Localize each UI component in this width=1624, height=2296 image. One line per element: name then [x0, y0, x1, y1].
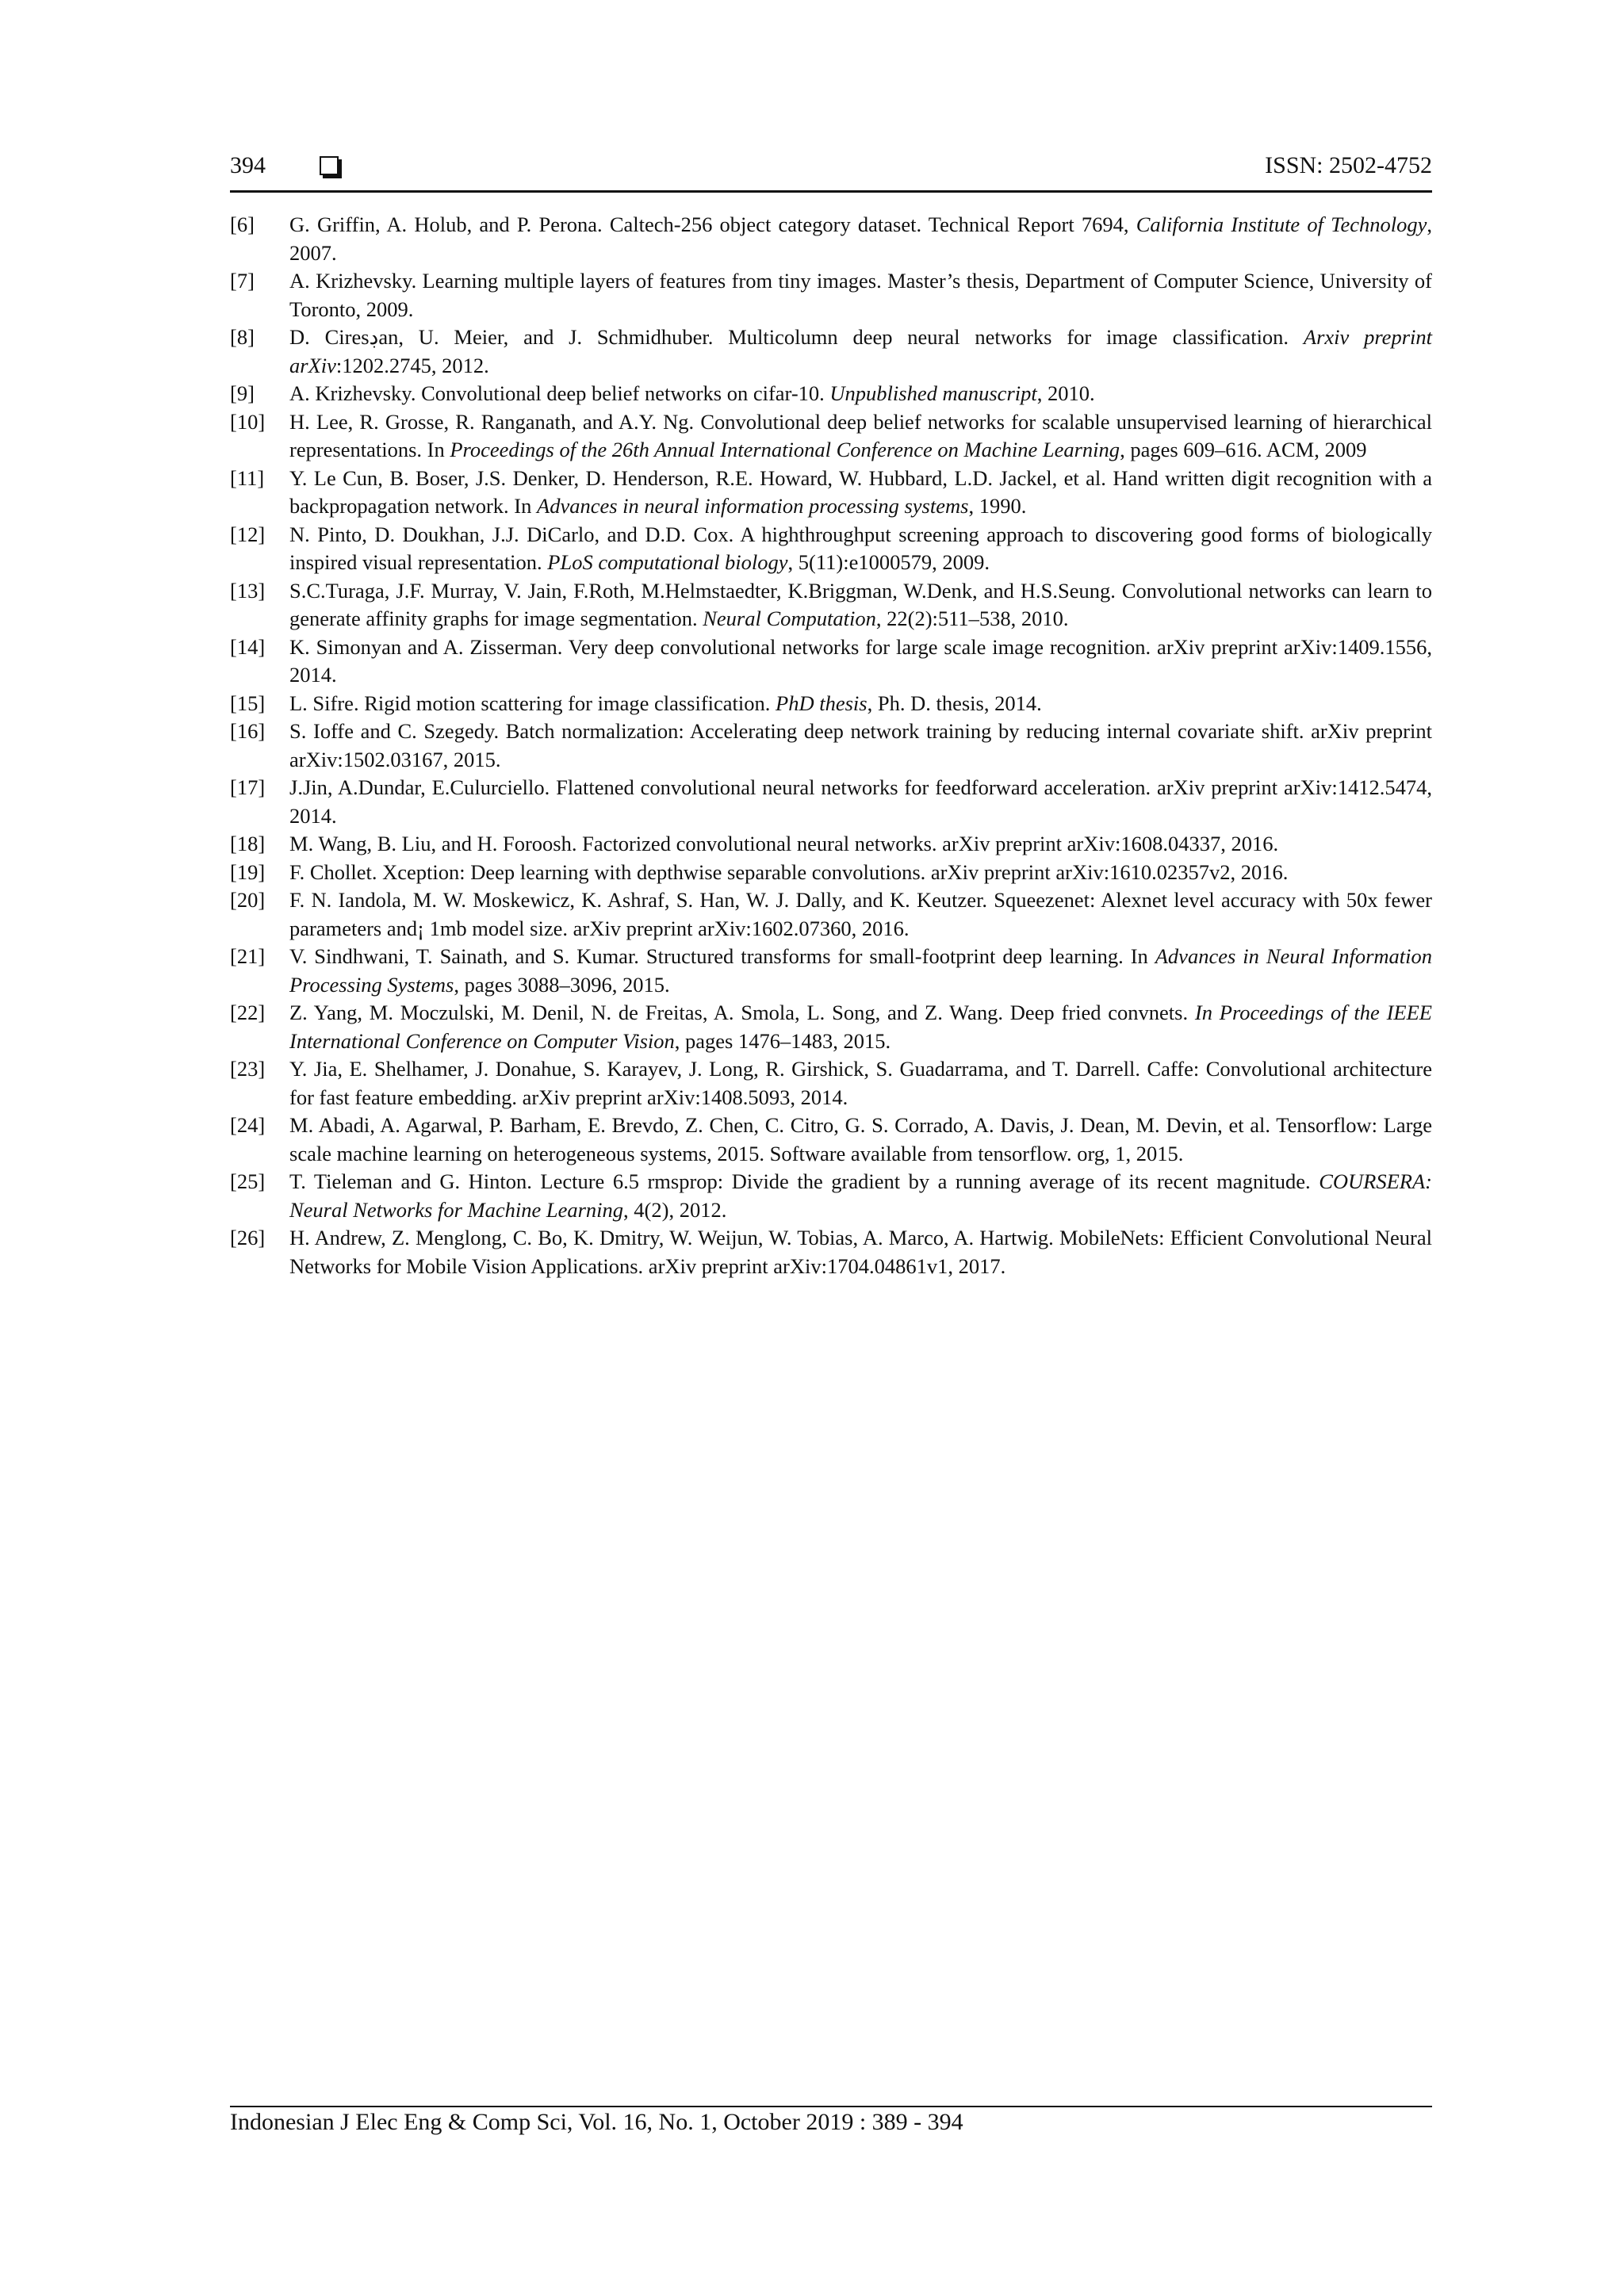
reference-number: [23] [230, 1057, 266, 1081]
reference-text [289, 944, 1432, 997]
reference-item [230, 718, 1432, 774]
reference-segment: V. Sindhwani, T. Sainath, and S. Kumar. Structured transforms for small-footprint deep learning. In [289, 944, 1155, 968]
reference-item [230, 323, 1432, 380]
reference-text [289, 1169, 1432, 1222]
reference-segment: , 2010. [1036, 381, 1095, 405]
reference-number: [15] [230, 691, 266, 715]
reference-venue: California Institute of Technology [1136, 212, 1427, 236]
reference-segment: Z. Yang, M. Moczulski, M. Denil, N. de Freitas, A. Smola, L. Song, and Z. Wang. Deep fried convnets. [289, 1001, 1195, 1024]
reference-text [289, 635, 1432, 687]
reference-text [289, 1113, 1432, 1165]
reference-number: [9] [230, 381, 255, 405]
reference-text [289, 410, 1432, 462]
reference-item [230, 267, 1432, 323]
reference-number: [7] [230, 269, 255, 293]
reference-venue: Neural Computation [703, 607, 876, 630]
reference-text [289, 1226, 1432, 1278]
reference-text [289, 832, 1278, 855]
reference-number: [17] [230, 775, 266, 799]
header-divider [230, 190, 1432, 193]
footer-divider [230, 2106, 1432, 2107]
reference-number: [11] [230, 465, 265, 490]
reference-item [230, 633, 1432, 690]
reference-number: [12] [230, 522, 266, 546]
reference-segment: A. Krizhevsky. Convolutional deep belief networks on cifar-10. [289, 381, 830, 405]
reference-item [230, 211, 1432, 267]
page-header [230, 152, 1432, 192]
reference-text [289, 212, 1432, 265]
reference-venue: PLoS computational biology [547, 550, 788, 574]
reference-text [289, 1001, 1432, 1053]
reference-text [289, 860, 1288, 884]
reference-segment: , 2007. [289, 212, 1432, 265]
reference-segment: , 1990. [968, 494, 1027, 518]
reference-segment: M. Wang, B. Liu, and H. Foroosh. Factorized convolutional neural networks. arXiv preprint arXiv:1608.04337, 2016. [289, 832, 1279, 855]
reference-item [230, 830, 1432, 859]
reference-segment: D. Ciresڊan, U. Meier, and J. Schmidhuber. Multicolumn deep neural networks for image classification. [289, 325, 1304, 349]
reference-segment: G. Griffin, A. Holub, and P. Perona. Caltech-256 object category dataset. Technical Report 7694, [289, 212, 1136, 236]
reference-number: [18] [230, 832, 266, 855]
reference-number: [16] [230, 719, 266, 743]
reference-venue: Advances in neural information processing systems [537, 494, 969, 518]
reference-venue: Advances in Neural Information Processing Systems [289, 944, 1432, 997]
reference-item [230, 774, 1432, 830]
reference-item [230, 465, 1432, 521]
reference-text [289, 466, 1432, 519]
reference-text [289, 775, 1432, 828]
reference-item [230, 999, 1432, 1055]
reference-number: [14] [230, 634, 266, 659]
reference-segment: A. Krizhevsky. Learning multiple layers of features from tiny images. Master’s thesis, Department of Computer Science, University of Toronto, 2009. [289, 269, 1432, 321]
reference-venue: Proceedings of the 26th Annual International Conference on Machine Learning [450, 438, 1120, 461]
reference-item [230, 577, 1432, 633]
reference-number: [26] [230, 1226, 266, 1249]
reference-segment: Y. Le Cun, B. Boser, J.S. Denker, D. Henderson, R.E. Howard, W. Hubbard, L.D. Jackel, et al. Hand written digit recognition with a backpropagation network. In [289, 465, 1432, 518]
reference-segment: L. Sifre. Rigid motion scattering for image classification. [289, 691, 776, 715]
reference-item [230, 521, 1432, 577]
reference-number: [25] [230, 1169, 266, 1193]
reference-item [230, 1112, 1432, 1168]
reference-list [230, 211, 1432, 1280]
journal-footer: Indonesian J Elec Eng & Comp Sci, Vol. 16, No. 1, October 2019 : 389 - 394 [230, 2109, 963, 2135]
reference-item [230, 1224, 1432, 1280]
reference-segment: F. N. Iandola, M. W. Moskewicz, K. Ashraf, S. Han, W. J. Dally, and K. Keutzer. Squeezenet: Alexnet level accuracy with 50x fewer parameters and¡ 1mb model size. arXiv preprint arXiv:1602.07360, 2016. [289, 888, 1432, 940]
reference-item [230, 943, 1432, 999]
checkbox-square-icon [320, 156, 339, 175]
reference-segment: H. Lee, R. Grosse, R. Ranganath, and A.Y. Ng. Convolutional deep belief networks for scalable unsupervised learning of hierarchical representations. In [289, 409, 1432, 461]
reference-number: [24] [230, 1113, 266, 1137]
reference-segment: , 4(2), 2012. [623, 1197, 727, 1222]
reference-item [230, 1055, 1432, 1112]
reference-item [230, 1168, 1432, 1224]
reference-segment: J.Jin, A.Dundar, E.Culurciello. Flattened convolutional neural networks for feedforward acceleration. arXiv preprint arXiv:1412.5474, 2014. [289, 775, 1432, 828]
reference-number: [8] [230, 325, 255, 349]
reference-item [230, 690, 1432, 718]
reference-number: [22] [230, 1001, 266, 1024]
reference-segment: T. Tieleman and G. Hinton. Lecture 6.5 rmsprop: Divide the gradient by a running average of its recent magnitude. [289, 1169, 1320, 1193]
reference-segment: F. Chollet. Xception: Deep learning with depthwise separable convolutions. arXiv preprint arXiv:1610.02357v2, 2016. [289, 859, 1289, 884]
reference-item [230, 886, 1432, 943]
reference-segment: :1202.2745, 2012. [335, 353, 489, 377]
reference-text [289, 381, 1095, 405]
reference-number: [19] [230, 859, 266, 884]
reference-segment: , pages 609–616. ACM, 2009 [1120, 438, 1367, 461]
reference-number: [6] [230, 212, 255, 236]
reference-text [289, 1057, 1432, 1109]
reference-text [289, 691, 1042, 715]
reference-item [230, 859, 1432, 887]
reference-venue: Unpublished manuscript [829, 381, 1037, 405]
issn-label: ISSN: 2502-4752 [1265, 152, 1432, 178]
reference-text [289, 522, 1432, 575]
reference-segment: S. Ioffe and C. Szegedy. Batch normalization: Accelerating deep network training by reducing internal covariate shift. arXiv preprint arXiv:1502.03167, 2015. [289, 719, 1432, 771]
reference-venue: PhD thesis [776, 691, 868, 715]
reference-text [289, 719, 1432, 771]
reference-segment: M. Abadi, A. Agarwal, P. Barham, E. Brevdo, Z. Chen, C. Citro, G. S. Corrado, A. Davis, J. Dean, M. Devin, et al. Tensorflow: Large scale machine learning on heterogeneous systems, 2015. Software available from tensorflow. org, 1, 2015. [289, 1113, 1432, 1165]
reference-text [289, 888, 1432, 940]
reference-segment: , Ph. D. thesis, 2014. [867, 691, 1042, 715]
reference-segment: , pages 3088–3096, 2015. [454, 972, 670, 997]
reference-item [230, 408, 1432, 465]
reference-venue: In Proceedings of the IEEE International Conference on Computer Vision [289, 1001, 1432, 1053]
reference-number: [20] [230, 888, 266, 912]
reference-venue: Arxiv preprint arXiv [289, 325, 1432, 377]
reference-segment: N. Pinto, D. Doukhan, J.J. DiCarlo, and D.D. Cox. A highthroughput screening approach to discovering good forms of biologically inspired visual representation. [289, 522, 1432, 574]
reference-number: [21] [230, 944, 266, 968]
reference-text [289, 269, 1432, 321]
reference-text [289, 579, 1432, 631]
reference-number: [13] [230, 578, 266, 603]
reference-segment: , 5(11):e1000579, 2009. [787, 550, 990, 574]
reference-segment: , 22(2):511–538, 2010. [875, 607, 1069, 630]
reference-number: [10] [230, 409, 266, 434]
reference-segment: H. Andrew, Z. Menglong, C. Bo, K. Dmitry, W. Weijun, W. Tobias, A. Marco, A. Hartwig. MobileNets: Efficient Convolutional Neural Networks for Mobile Vision Applications. arXiv preprint arXiv:1704.04861v1, 2017. [289, 1226, 1432, 1278]
reference-venue: COURSERA: Neural Networks for Machine Learning [289, 1169, 1432, 1222]
reference-segment: K. Simonyan and A. Zisserman. Very deep convolutional networks for large scale image recognition. arXiv preprint arXiv:1409.1556, 2014. [289, 634, 1432, 687]
reference-segment: Y. Jia, E. Shelhamer, J. Donahue, S. Karayev, J. Long, R. Girshick, S. Guadarrama, and T. Darrell. Caffe: Convolutional architecture for fast feature embedding. arXiv preprint arXiv:1408.5093, 2014. [289, 1057, 1432, 1109]
page-number: 394 [230, 152, 266, 178]
reference-segment: , pages 1476–1483, 2015. [674, 1028, 891, 1053]
reference-segment: S.C.Turaga, J.F. Murray, V. Jain, F.Roth, M.Helmstaedter, K.Briggman, W.Denk, and H.S.Seung. Convolutional networks can learn to generate affinity graphs for image segmentation. [289, 578, 1432, 630]
reference-text [289, 325, 1432, 377]
reference-item [230, 380, 1432, 408]
